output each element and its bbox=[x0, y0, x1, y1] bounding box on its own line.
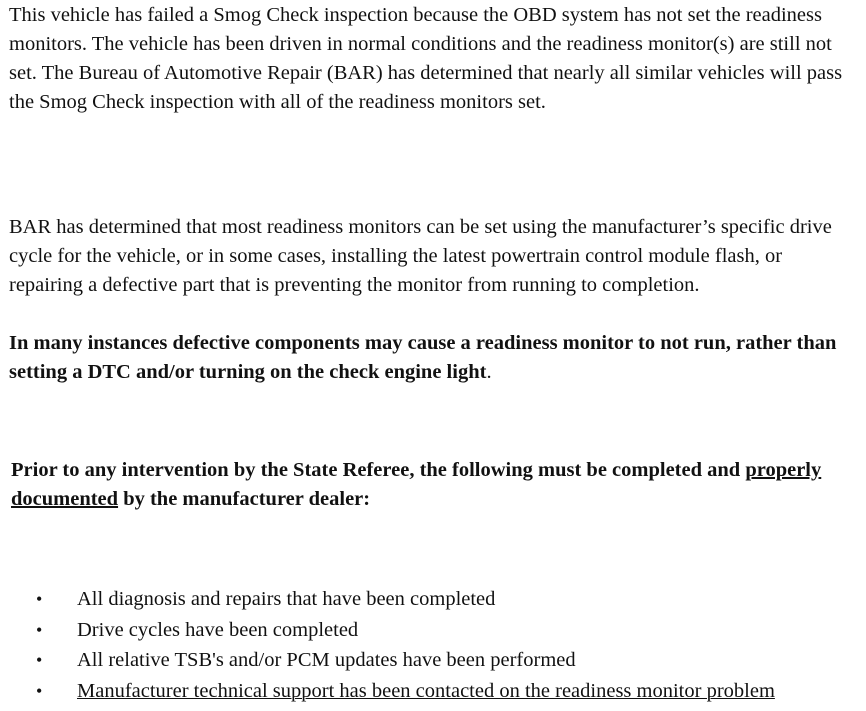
list-item bbox=[0, 584, 866, 615]
list-item-text: All diagnosis and repairs that have been completed bbox=[77, 588, 496, 610]
bullet-icon: • bbox=[36, 589, 43, 609]
defective-components-warning-text: In many instances defective components may cause a readiness monitor to not run, rather than setting a DTC and/or turning on the check engine light bbox=[9, 332, 837, 383]
failure-notice-paragraph: This vehicle has failed a Smog Check inspection because the OBD system has not set the readiness monitors. The vehicle has been driven in normal conditions and the readiness monitor(s) are still not set. The Bureau of Automotive Repair (BAR) has determined that nearly all similar vehicles will pass the Smog Check inspection with all of the readiness monitors set. bbox=[9, 4, 843, 113]
warning-period: . bbox=[486, 361, 492, 383]
list-item bbox=[0, 645, 866, 676]
list-item bbox=[0, 676, 866, 707]
requirement-tail: by the manufacturer dealer: bbox=[118, 488, 371, 510]
list-item bbox=[0, 615, 866, 646]
list-item-text: Manufacturer technical support has been contacted on the readiness monitor problem bbox=[77, 679, 775, 702]
drive-cycle-paragraph: BAR has determined that most readiness monitors can be set using the manufacturer’s specific drive cycle for the vehicle, or in some cases, installing the latest powertrain control module flash, or repairing a defective part that is preventing the monitor from running to completion. bbox=[9, 216, 832, 296]
requirement-lead: Prior to any intervention by the State Referee, the following must be completed and bbox=[11, 459, 746, 481]
bullet-icon: • bbox=[36, 680, 43, 701]
bullet-icon: • bbox=[36, 650, 43, 670]
bullet-icon: • bbox=[36, 619, 43, 640]
defective-components-warning bbox=[9, 329, 861, 387]
requirements-list bbox=[0, 584, 866, 706]
requirement-underlined: properly documented bbox=[11, 459, 822, 510]
requirement-statement bbox=[11, 456, 863, 514]
list-item-text: All relative TSB's and/or PCM updates have been performed bbox=[77, 649, 576, 671]
list-item-text: Drive cycles have been completed bbox=[77, 618, 359, 641]
